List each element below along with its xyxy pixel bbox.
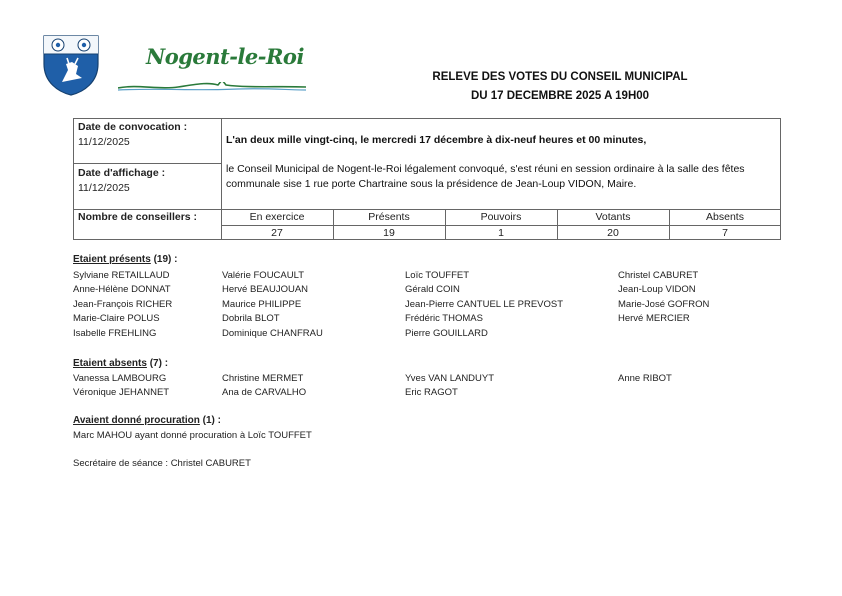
counts-label: Nombre de conseillers : (78, 211, 198, 223)
table-divider (73, 209, 781, 210)
meeting-body: le Conseil Municipal de Nogent-le-Roi légalement convoqué, s'est réuni en session ordinaire à la salle des fêtes communale sise 1 rue porte Chartraine sous la présidence de Jean-Loup VIDON, Maire. (226, 163, 745, 190)
absent-member: Véronique JEHANNET (73, 387, 170, 398)
absent-member: Anne RIBOT (618, 373, 672, 384)
present-member: Jean-François RICHER (73, 299, 173, 310)
present-member: Jean-Loup VIDON (618, 284, 696, 295)
convocation-label: Date de convocation : (78, 121, 188, 133)
table-divider (73, 163, 222, 164)
absent-heading (73, 358, 168, 369)
affichage-date: 11/12/2025 (78, 182, 130, 194)
convocation-date: 11/12/2025 (78, 136, 130, 148)
meeting-intro: L'an deux mille vingt-cinq, le mercredi 17 décembre à dix-neuf heures et 00 minutes, (226, 134, 647, 146)
logo-landscape-icon (118, 82, 306, 92)
stat-label: Pouvoirs (480, 211, 522, 223)
present-member: Pierre GOUILLARD (405, 328, 488, 339)
stat-label: Votants (595, 211, 631, 223)
nogent-le-roi-logo (118, 42, 306, 92)
town-crest-icon (42, 34, 100, 96)
absent-member: Christine MERMET (222, 373, 304, 384)
title-line-2: DU 17 DECEMBRE 2025 A 19H00 (470, 90, 650, 102)
stat-value: 20 (607, 227, 619, 239)
stat-value: 7 (722, 227, 728, 239)
present-member: Marie-José GOFRON (618, 299, 710, 310)
table-divider (221, 225, 781, 226)
title-line-1: RELEVE DES VOTES DU CONSEIL MUNICIPAL (432, 71, 688, 83)
document-title (400, 68, 720, 106)
present-member: Frédéric THOMAS (405, 313, 483, 324)
stat-value: 19 (383, 227, 395, 239)
procuration-text: Marc MAHOU ayant donné procuration à Loïc TOUFFET (73, 430, 312, 441)
absent-heading-count: (7) : (146, 358, 169, 369)
secretary-line: Secrétaire de séance : Christel CABURET (73, 458, 251, 469)
present-member: Hervé BEAUJOUAN (222, 284, 309, 295)
present-heading-count: (19) : (150, 254, 178, 265)
present-member: Dobrila BLOT (222, 313, 280, 324)
logo-text: Nogent-le-Roi (146, 44, 304, 69)
procuration-heading (73, 415, 221, 426)
present-member: Gérald COIN (405, 284, 460, 295)
present-member: Marie-Claire POLUS (73, 313, 160, 324)
present-member: Valérie FOUCAULT (222, 270, 304, 281)
present-member: Christel CABURET (618, 270, 699, 281)
present-member: Loïc TOUFFET (405, 270, 470, 281)
absent-heading-label: Etaient absents (73, 358, 147, 369)
present-member: Dominique CHANFRAU (222, 328, 323, 339)
absent-member: Yves VAN LANDUYT (405, 373, 495, 384)
absent-member: Eric RAGOT (405, 387, 458, 398)
stat-label: Présents (368, 211, 410, 223)
present-member: Jean-Pierre CANTUEL LE PREVOST (405, 299, 564, 310)
stat-value: 1 (498, 227, 504, 239)
stat-label: En exercice (249, 211, 305, 223)
present-member: Maurice PHILIPPE (222, 299, 302, 310)
absent-member: Vanessa LAMBOURG (73, 373, 167, 384)
present-member: Sylviane RETAILLAUD (73, 270, 170, 281)
procuration-heading-label: Avaient donné procuration (73, 415, 200, 426)
absent-member: Ana de CARVALHO (222, 387, 307, 398)
procuration-heading-count: (1) : (199, 415, 221, 426)
present-heading (73, 254, 177, 265)
present-member: Anne-Hélène DONNAT (73, 284, 171, 295)
present-member: Isabelle FREHLING (73, 328, 157, 339)
present-member: Hervé MERCIER (618, 313, 690, 324)
stat-value: 27 (271, 227, 283, 239)
present-heading-label: Etaient présents (73, 254, 151, 265)
affichage-label: Date d'affichage : (78, 167, 166, 179)
stat-label: Absents (706, 211, 744, 223)
